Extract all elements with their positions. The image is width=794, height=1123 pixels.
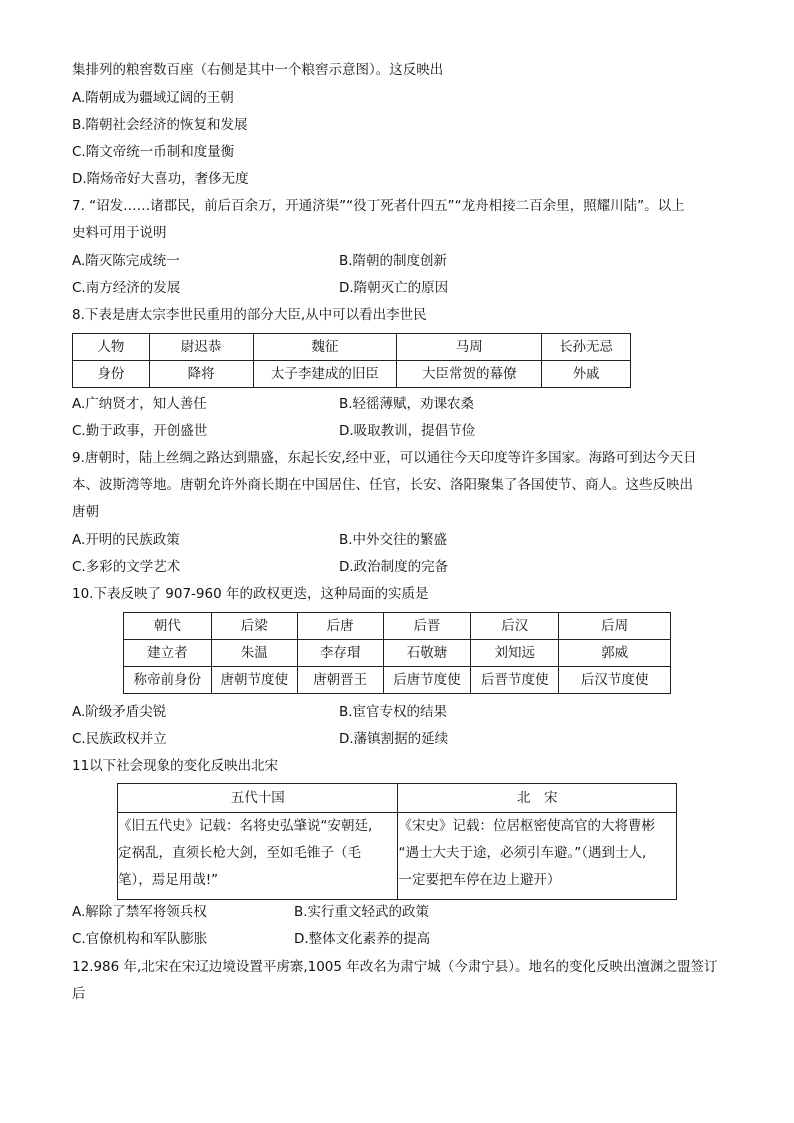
table-cell: 后唐	[297, 613, 383, 640]
table-cell: 称帝前身份	[124, 667, 212, 694]
q10-options-cd	[72, 729, 732, 749]
q9-option-b[interactable]: B.中外交往的繁盛	[339, 532, 448, 548]
q11-options-ab	[72, 902, 732, 922]
table-cell: 建立者	[124, 640, 212, 667]
table-row	[124, 667, 671, 694]
q10-option-c[interactable]: C.民族政权并立	[72, 731, 167, 747]
q11-options-cd	[72, 929, 732, 949]
table-cell: 身份	[73, 361, 150, 388]
q9-stem-cont2: 唐朝	[72, 504, 99, 520]
q11-stem: 11以下社会现象的变化反映出北宋	[72, 758, 279, 774]
q7-option-c[interactable]: C.南方经济的发展	[72, 280, 181, 296]
table-cell	[118, 813, 398, 900]
q9-options-cd	[72, 557, 732, 577]
table-cell: 李存瑁	[297, 640, 383, 667]
q9-stem-cont: 本、波斯湾等地。唐朝允许外商长期在中国居住、任官，长安、洛阳聚集了各国使节、商人。这些反映出	[72, 477, 693, 493]
table-cell: 太子李建成的旧臣	[253, 361, 397, 388]
q9-option-c[interactable]: C.多彩的文学艺术	[72, 559, 181, 575]
q7-option-a[interactable]: A.隋灭陈完成统一	[72, 253, 180, 269]
q6-option-a[interactable]: A.隋朝成为疆域辽阔的王朝	[72, 90, 234, 106]
table-cell: 郭威	[559, 640, 671, 667]
q10-option-d[interactable]: D.藩镇割据的延续	[339, 731, 449, 747]
cell-line: “遇士大夫于途，必须引车避。”（遇到士人,	[398, 845, 647, 861]
table-cell: 唐朝晋王	[297, 667, 383, 694]
table-cell: 尉迟恭	[149, 334, 253, 361]
table-cell: 后唐节度使	[383, 667, 471, 694]
q8-options-cd	[72, 421, 732, 441]
table-cell: 后周	[559, 613, 671, 640]
cell-line: 定祸乱，直须长枪大剑，至如毛锥子（毛	[118, 845, 361, 861]
q11-option-b[interactable]: B.实行重文轻武的政策	[294, 904, 430, 920]
q11-option-d[interactable]: D.整体文化素养的提高	[294, 931, 431, 947]
table-cell: 后晋节度使	[471, 667, 559, 694]
table-cell: 朝代	[124, 613, 212, 640]
table-cell: 北 宋	[398, 784, 677, 813]
q7-options-cd	[72, 278, 732, 298]
q8-option-b[interactable]: B.轻徭薄赋，劝课农桑	[339, 396, 475, 412]
table-row	[124, 613, 671, 640]
table-cell: 五代十国	[118, 784, 398, 813]
q9-stem: 9.唐朝时，陆上丝绸之路达到鼎盛，东起长安,经中亚，可以通往今天印度等许多国家。海路可到达今天日	[72, 450, 697, 466]
table-cell: 马周	[397, 334, 542, 361]
q9-options-ab	[72, 530, 732, 550]
q9-option-d[interactable]: D.政治制度的完备	[339, 559, 449, 575]
table-cell: 后梁	[211, 613, 297, 640]
q10-table	[123, 612, 671, 694]
q8-stem: 8.下表是唐太宗李世民重用的部分大臣,从中可以看出李世民	[72, 307, 427, 323]
table-cell: 后汉	[471, 613, 559, 640]
cell-line: 《旧五代史》记载：名将史弘肇说“安朝廷,	[118, 818, 373, 834]
q11-option-a[interactable]: A.解除了禁军将领兵权	[72, 904, 207, 920]
table-cell: 后晋	[383, 613, 471, 640]
table-cell: 外戚	[542, 361, 631, 388]
q7-option-d[interactable]: D.隋朝灭亡的原因	[339, 280, 449, 296]
table-cell: 朱温	[211, 640, 297, 667]
table-row	[124, 640, 671, 667]
q11-table	[117, 783, 677, 900]
table-cell: 魏征	[253, 334, 397, 361]
q10-option-a[interactable]: A.阶级矛盾尖锐	[72, 704, 167, 720]
table-cell: 降将	[149, 361, 253, 388]
table-cell: 后汉节度使	[559, 667, 671, 694]
q6-option-d[interactable]: D.隋炀帝好大喜功，奢侈无度	[72, 171, 249, 187]
table-cell: 石敬瑭	[383, 640, 471, 667]
cell-line: 笔），焉足用哉!”	[118, 872, 219, 888]
table-cell: 唐朝节度使	[211, 667, 297, 694]
q6-option-c[interactable]: C.隋文帝统一币制和度量衡	[72, 144, 235, 160]
cell-line: 一定要把车停在边上避开）	[398, 872, 561, 888]
table-row	[118, 813, 677, 900]
table-cell: 人物	[73, 334, 150, 361]
q8-options-ab	[72, 394, 732, 414]
q10-option-b[interactable]: B.宦官专权的结果	[339, 704, 448, 720]
q9-option-a[interactable]: A.开明的民族政策	[72, 532, 180, 548]
q10-options-ab	[72, 702, 732, 722]
q8-option-a[interactable]: A.广纳贤才，知人善任	[72, 396, 207, 412]
cell-line: 《宋史》记载：位居枢密使高官的大将曹彬	[398, 818, 655, 834]
q8-table	[72, 333, 631, 388]
table-cell	[398, 813, 677, 900]
q11-option-c[interactable]: C.官僚机构和军队膨胀	[72, 931, 208, 947]
q10-stem: 10.下表反映了 907-960 年的政权更迭，这种局面的实质是	[72, 586, 429, 602]
q7-options-ab	[72, 251, 732, 271]
table-cell: 长孙无忌	[542, 334, 631, 361]
table-row	[73, 361, 631, 388]
q6-stem-tail: 集排列的粮窖数百座（右侧是其中一个粮窖示意图）。这反映出	[72, 62, 444, 78]
table-row	[73, 334, 631, 361]
q7-stem-cont: 史料可用于说明	[72, 225, 167, 241]
q8-option-c[interactable]: C.勤于政事，开创盛世	[72, 423, 208, 439]
q12-stem: 12.986 年,北宋在宋辽边境设置平虏寨,1005 年改名为肃宁城（今肃宁县）。地名的变化反映出澶渊之盟签订	[72, 959, 718, 975]
q7-option-b[interactable]: B.隋朝的制度创新	[339, 253, 448, 269]
table-cell: 刘知远	[471, 640, 559, 667]
table-cell: 大臣常贺的幕僚	[397, 361, 542, 388]
q12-stem-cont: 后	[72, 986, 86, 1002]
q8-option-d[interactable]: D.吸取教训，提倡节俭	[339, 423, 476, 439]
q7-stem: 7. “诏发……诸郡民，前后百余万，开通济渠”“役丁死者什四五”“龙舟相接二百余里，照耀川陆”。以上	[72, 198, 685, 214]
table-row	[118, 784, 677, 813]
q6-option-b[interactable]: B.隋朝社会经济的恢复和发展	[72, 117, 248, 133]
